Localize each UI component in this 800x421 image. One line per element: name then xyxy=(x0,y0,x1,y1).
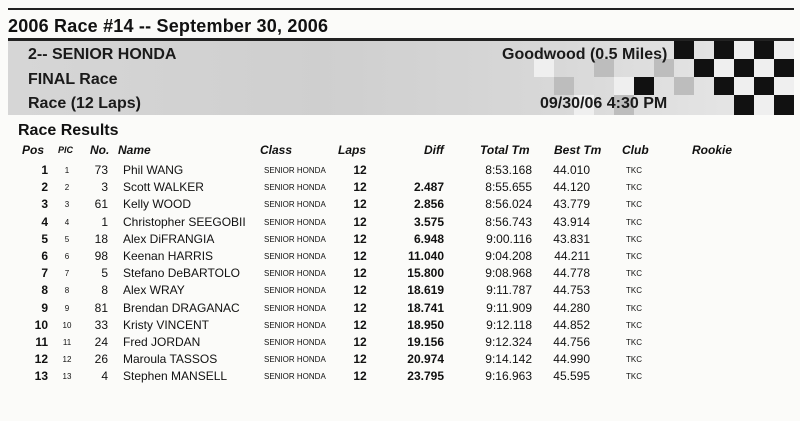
row-pic: 13 xyxy=(62,372,72,382)
row-diff: 18.741 xyxy=(407,300,444,315)
col-rookie: Rookie xyxy=(692,143,733,157)
row-diff: 20.974 xyxy=(407,352,444,367)
row-club: TKC xyxy=(626,166,642,175)
section-title: Race Results xyxy=(18,122,119,139)
row-club: TKC xyxy=(626,355,642,365)
row-number: 73 xyxy=(94,163,108,177)
row-class: SENIOR HONDA xyxy=(264,286,326,296)
row-laps: 12 xyxy=(353,300,367,315)
row-club: TKC xyxy=(626,320,642,330)
col-pos: Pos xyxy=(22,143,45,157)
row-pic: 1 xyxy=(64,166,70,175)
row-total-time: 9:12.118 xyxy=(486,317,532,332)
row-laps: 12 xyxy=(353,197,367,212)
row-pic: 11 xyxy=(62,338,72,347)
row-total-time: 9:11.787 xyxy=(486,283,532,298)
row-driver-name: Maroula TASSOS xyxy=(123,352,218,367)
row-class: SENIOR HONDA xyxy=(264,303,326,313)
row-best-time: 44.852 xyxy=(553,317,590,332)
table-row xyxy=(0,300,800,317)
table-row xyxy=(0,317,800,334)
race-header-banner xyxy=(8,38,794,115)
row-class: SENIOR HONDA xyxy=(264,166,326,175)
row-driver-name: Alex WRAY xyxy=(123,283,185,298)
row-class: SENIOR HONDA xyxy=(264,252,326,261)
col-no: No. xyxy=(90,143,110,157)
race-laps: Race (12 Laps) xyxy=(28,95,141,112)
row-diff: 2.487 xyxy=(413,180,444,195)
row-best-time: 44.280 xyxy=(553,300,590,315)
row-driver-name: Brendan DRAGANAC xyxy=(123,300,240,315)
row-pic: 6 xyxy=(64,252,70,261)
row-number: 8 xyxy=(101,283,108,298)
row-pos: 12 xyxy=(34,352,48,367)
row-driver-name: Keenan HARRIS xyxy=(123,249,214,263)
row-laps: 12 xyxy=(353,180,367,195)
row-class: SENIOR HONDA xyxy=(264,338,326,347)
col-club: Club xyxy=(622,143,649,157)
row-pic: 12 xyxy=(62,355,72,365)
row-total-time: 9:04.208 xyxy=(485,249,532,263)
row-pos: 1 xyxy=(41,163,48,177)
row-laps: 12 xyxy=(353,163,367,177)
row-best-time: 44.120 xyxy=(553,180,590,195)
row-diff: 23.795 xyxy=(407,369,444,384)
row-total-time: 8:56.024 xyxy=(485,197,532,212)
row-pos: 2 xyxy=(41,180,48,195)
row-pos: 9 xyxy=(41,300,48,315)
row-pic: 5 xyxy=(64,234,70,244)
row-diff: 6.948 xyxy=(413,231,444,246)
row-best-time: 44.753 xyxy=(553,283,590,298)
row-driver-name: Stephen MANSELL xyxy=(123,369,228,384)
row-pos: 5 xyxy=(41,231,48,246)
row-total-time: 9:00.116 xyxy=(486,231,532,246)
row-club: TKC xyxy=(626,200,642,210)
row-laps: 12 xyxy=(353,283,367,298)
row-number: 81 xyxy=(94,300,108,315)
row-driver-name: Stefano DeBARTOLO xyxy=(123,266,240,281)
row-diff: 18.619 xyxy=(407,283,444,298)
row-laps: 12 xyxy=(353,249,367,263)
row-best-time: 45.595 xyxy=(553,369,590,384)
row-class: SENIOR HONDA xyxy=(264,217,326,227)
row-pic: 10 xyxy=(62,320,72,330)
track-name: Goodwood (0.5 Miles) xyxy=(502,46,668,63)
row-diff: 18.950 xyxy=(407,317,444,332)
document-title: 2006 Race #14 -- September 30, 2006 xyxy=(8,16,329,36)
row-best-time: 44.778 xyxy=(553,266,590,281)
row-pos: 4 xyxy=(41,214,48,229)
row-pic: 8 xyxy=(64,286,70,296)
row-laps: 12 xyxy=(353,266,367,281)
row-driver-name: Kristy VINCENT xyxy=(123,317,210,332)
row-diff: 15.800 xyxy=(407,266,444,281)
table-row xyxy=(0,162,800,179)
row-class: SENIOR HONDA xyxy=(264,234,326,244)
row-number: 18 xyxy=(94,231,108,246)
row-diff: 2.856 xyxy=(413,197,444,212)
row-pos: 6 xyxy=(41,249,48,263)
row-club: TKC xyxy=(626,269,642,279)
row-pos: 8 xyxy=(41,283,48,298)
row-pic: 2 xyxy=(64,183,70,193)
row-laps: 12 xyxy=(353,231,367,246)
row-diff: 11.040 xyxy=(407,249,444,263)
row-club: TKC xyxy=(626,372,642,382)
table-row xyxy=(0,248,800,265)
table-row xyxy=(0,231,800,248)
row-total-time: 9:14.142 xyxy=(485,352,532,367)
col-diff: Diff xyxy=(424,143,444,157)
row-total-time: 9:11.909 xyxy=(486,300,532,315)
race-datetime: 09/30/06 4:30 PM xyxy=(540,95,668,112)
row-total-time: 8:56.743 xyxy=(485,214,532,229)
top-rule xyxy=(8,8,794,10)
row-pic: 7 xyxy=(64,269,70,279)
row-pos: 7 xyxy=(41,266,48,281)
table-row xyxy=(0,196,800,213)
row-number: 26 xyxy=(94,352,108,367)
race-type: FINAL Race xyxy=(28,71,118,88)
row-class: SENIOR HONDA xyxy=(264,269,326,279)
event-name: 2-- SENIOR HONDA xyxy=(28,46,177,63)
row-club: TKC xyxy=(626,303,642,313)
row-driver-name: Kelly WOOD xyxy=(123,197,192,212)
table-row xyxy=(0,334,800,351)
row-class: SENIOR HONDA xyxy=(264,200,326,210)
table-row xyxy=(0,282,800,299)
row-class: SENIOR HONDA xyxy=(264,372,326,382)
row-total-time: 9:12.324 xyxy=(485,335,532,349)
row-club: TKC xyxy=(626,183,642,193)
row-pic: 4 xyxy=(64,217,70,227)
row-number: 4 xyxy=(101,369,108,384)
row-class: SENIOR HONDA xyxy=(264,183,326,193)
row-pos: 10 xyxy=(34,317,48,332)
row-number: 3 xyxy=(101,180,108,195)
row-diff: 3.575 xyxy=(413,214,444,229)
row-class: SENIOR HONDA xyxy=(264,320,326,330)
row-best-time: 43.831 xyxy=(553,231,590,246)
table-row xyxy=(0,179,800,196)
row-driver-name: Fred JORDAN xyxy=(123,335,201,349)
row-pic: 3 xyxy=(64,200,70,210)
row-laps: 12 xyxy=(353,335,367,349)
row-number: 5 xyxy=(101,266,108,281)
table-row xyxy=(0,265,800,282)
col-class: Class xyxy=(260,143,293,157)
table-row xyxy=(0,368,800,385)
row-total-time: 9:08.968 xyxy=(485,266,532,281)
row-class: SENIOR HONDA xyxy=(264,355,326,365)
row-driver-name: Christopher SEEGOBII xyxy=(123,214,246,229)
row-number: 33 xyxy=(94,317,108,332)
row-best-time: 44.211 xyxy=(554,249,590,263)
row-best-time: 43.914 xyxy=(553,214,590,229)
row-pos: 11 xyxy=(35,335,48,349)
row-club: TKC xyxy=(626,217,642,227)
row-number: 98 xyxy=(94,249,108,263)
results-column-headers xyxy=(0,143,800,159)
row-club: TKC xyxy=(626,338,642,347)
row-total-time: 8:53.168 xyxy=(485,163,532,177)
col-total: Total Tm xyxy=(480,143,530,157)
row-best-time: 44.010 xyxy=(553,163,590,177)
row-number: 61 xyxy=(94,197,108,212)
col-pic: PIC xyxy=(58,145,74,155)
row-pic: 9 xyxy=(64,303,70,313)
row-total-time: 8:55.655 xyxy=(485,180,532,195)
col-best: Best Tm xyxy=(554,143,602,157)
row-pos: 3 xyxy=(41,197,48,212)
row-best-time: 44.756 xyxy=(553,335,590,349)
row-laps: 12 xyxy=(353,317,367,332)
row-laps: 12 xyxy=(353,369,367,384)
row-club: TKC xyxy=(626,234,642,244)
row-laps: 12 xyxy=(353,214,367,229)
row-driver-name: Alex DiFRANGIA xyxy=(123,231,215,246)
row-number: 1 xyxy=(101,214,108,229)
row-best-time: 43.779 xyxy=(553,197,590,212)
table-row xyxy=(0,214,800,231)
col-name: Name xyxy=(118,143,151,157)
row-driver-name: Phil WANG xyxy=(123,163,184,177)
row-club: TKC xyxy=(626,286,642,296)
row-number: 24 xyxy=(94,335,108,349)
col-laps: Laps xyxy=(338,143,367,157)
row-club: TKC xyxy=(626,252,642,261)
table-row xyxy=(0,351,800,368)
row-total-time: 9:16.963 xyxy=(485,369,532,384)
row-driver-name: Scott WALKER xyxy=(123,180,204,195)
row-laps: 12 xyxy=(353,352,367,367)
row-best-time: 44.990 xyxy=(553,352,590,367)
row-diff: 19.156 xyxy=(407,335,444,349)
row-pos: 13 xyxy=(34,369,48,384)
